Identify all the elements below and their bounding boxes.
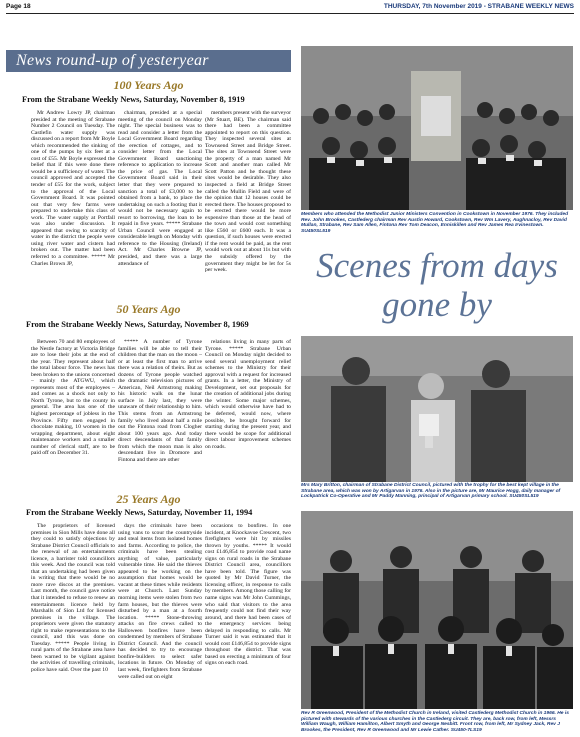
- page-number: Page 18: [6, 3, 31, 10]
- article-column: [118, 523, 202, 734]
- article-text: ***** A number of Tyrone families will be able to tell their children that the man on the moon – or at least the first man to arrive there was a relation of theirs. But as dozens of Tyrone people watched the dramatic television pictures of American, Neil Armstrong making his historic walk on the lunar surface in July last, they were unaware of their relationship to him. This stems from an Armstrong family who lived about half a mile out the Fintona road from Clogher about 100 years ago. And today direct descendants of that family from which the moon man is also descendant live in Dromore and Fintona and there are other: [118, 339, 202, 463]
- article-text: chairman, presided at a special meeting of the council on Monday night. The special business was to read and consider a letter from the Local Government Board regarding the erection of cottages, and to consider letter from the Local Government Board sanctioning reference to application to increase the price of gas. The Local Government Board said in their letter that they were prepared to sanction a total of £3,000 to be obtained from a bank, to place the undertaking on such a footing that it would not be necessary again to resort to borrowing, the loan to be repaid in five years. ***** Strabane Urban Council were engaged at considerable length on Monday with reference to the Housing (Ireland) Act. Mr Charles Browne JP, presided, and there was a large attendance of: [118, 110, 202, 267]
- dateline: THURSDAY, 7th November 2019 - STRABANE WEEKLY NEWS: [383, 3, 574, 10]
- photo-best-kept-village-image: [301, 336, 573, 482]
- photo-methodist-ministers-image: [301, 46, 573, 210]
- photo-caption: Members who attended the Methodist Junior Ministers Convention in Cookstown in November 1976. They included Rev. John Brookes, Castlederg chairman Rev Austin Howard, Cookstown, Rev Wm Lavery, Aughnacloy, Rev David Mullan, Strabane, Rev Sam Allen, Fintona Rev Tom Deacon, Enniskillen and Rev James Rea Irvinestown. SU450SL519: [301, 212, 569, 234]
- years-ago-heading-25: 25 Years Ago: [116, 492, 181, 506]
- article-text: The proprietors of licensed premises in Sion Mills have done all they could to satisfy objections by Strabane District Council officials to the renewal of an entertainments licence, a barrister told councillors this week. And the council was told that an undertaking had been given in writing that there would be no more rave discos at the premises. Last month, the council gave notice that it intended to refuse to renew an entertainments licence held by Marshalls of Sion Ltd for licensed premises in the village. The proprietors were given the statutory right to make representations to the council, and this was done on Tuesday. ***** People living in rural parts of the Strabane area have been warned to be vigilant against the activities of travelling criminals, police have said. Over the past 10: [31, 523, 115, 674]
- article-text: days the criminals have been using vans to scour the countryside and steal items from isolated homes and farms. According to police, the criminals have been stealing anything of value, particularly vulnerable time. He said the thieves appeared to be working on the assumption that homes would be vacant at these times while residents were at Church. Last Sunday morning items were stolen from two farm houses, but the thieves were disturbed by a man at a fourth location. ***** Stone-throwing attacks on fire crews called to Halloween bonfires have been condemned by members of Strabane District Council. And the council has decided to try to encourage bonfire-builders to select safer locations in future. On Monday of last week, firefighters from Strabane were called out on eight: [118, 523, 202, 680]
- page-header: [6, 3, 574, 14]
- scenes-title: Scenes from days gone by: [316, 246, 558, 324]
- article-text: Between 70 and 80 employees of the Nestle factory at Victoria Bridge are to lose their jobs at the end of the year. They represent about half the total labour force. The news has been broken to the unions concerned – mainly the ATGWU, which represents most of the employees – and comes as a shock not only to North Tyrone, but to the county in general. The area has one of the highest percentage of jobless in the Province. Fifty men engaged in chocolate making, 10 women in the wrapping department, about eight maintenance workers and a smaller number of clerical staff, are to be paid off on December 31.: [31, 339, 115, 457]
- article-column: [118, 339, 202, 487]
- article-text: Mr Andrew Lowry JP, chairman presided at the meeting of Strabane Number 2 Council on Tuesday. The Castlefin water supply was discussed on a report from Mr Boyle which recommended the sinking of one of the pumps by six feet at a cost of £55. Mr Boyle expressed the belief that if this were done there would be a sufficiency of water. The council approved and accepted the tender of £55 for the work, subject to the approval of the Local Government Board. It was pointed out that very few farms were prepared to undertake this class of work. The water supply at Portfall was also under discussion. It appeared that owing to scarcity of water in the district the people were using river water and cistern had broken out. The matter had been referred to a committee. ***** Mr Charles Brown JP,: [31, 110, 115, 267]
- source-line-1919: From the Strabane Weekly News, Saturday, November 8, 1919: [22, 95, 245, 104]
- photo-best-kept-village: [301, 336, 573, 482]
- source-line-1994: From the Strabane Weekly News, Saturday, November 11, 1994: [26, 508, 253, 517]
- article-column: [31, 110, 115, 286]
- article-text: occasions to bonfires. In one incident, at Knockavoe Crescent, two firefighters were hit by missiles thrown by youths. ***** It would cost £146,854 to provide road name signs on rural roads in the Strabane District Council area, councillors have been told. The figure was quoted by Mr David Turner, the licensing officer, in response to calls by members. Among those calling for name signs was Mr John Cummings, who said that visitors to the area frequently could not find their way around, and there had been cases of the emergency services being delayed in responding to calls. Mr Turner said it was estimated that it would cost £146,854 to provide signs throughout the district. That was based on erecting a minimum of four signs on each road.: [205, 523, 291, 667]
- article-column: [205, 110, 291, 286]
- photo-castlederg-methodist-image: [301, 511, 573, 709]
- article-text: members present with the surveyor (Mr Stuart, BE). The chairman said there had been a committee appointed to report on this question. They inspected several sites at Townsend Street and Bridge Street. The sites at Townsend Street were the property of a man named Mr Scott and another man called Mr Scott Patton and he thought these sites would be desirable. They also inspected a field at Bridge Street called the Mullin Field and were of the opinion that 12 houses could be erected there. The houses proposed to be erected there would be more expensive than those at the head of the town and would cost something like £560 or £600 each. It was a question, if such houses were erected if the rent would be paid, as the rent would work out at about 11s but with the subsidy offered by the government they might be let for 5s per week.: [205, 110, 291, 274]
- source-line-1969: From the Strabane Weekly News, Saturday, November 8, 1969: [26, 320, 249, 329]
- article-column: [205, 523, 291, 734]
- article-column: [118, 110, 202, 286]
- photo-methodist-ministers: [301, 46, 573, 210]
- article-column: [205, 339, 291, 487]
- years-ago-heading-100: 100 Years Ago: [113, 78, 184, 92]
- years-ago-heading-50: 50 Years Ago: [116, 302, 181, 316]
- article-column: [31, 339, 115, 487]
- photo-caption: Mrs Mary Britton, chairman of Strabane District Council, pictured with the trophy for the best kept village in the Strabane area, which was won by Artigarvan in 1976. Also in the picture are, Mr Maurice Hogg, daily manager of Lockpatrick Co-Operative and Mr Paddy Manning, principal of Artigarvan primary school. SU450SL519: [301, 483, 561, 500]
- article-column: [31, 523, 115, 734]
- photo-castlederg-methodist: [301, 511, 573, 709]
- section-banner: News round-up of yesteryear: [6, 50, 291, 72]
- photo-caption: Rev R Greenwood, President of the Methodist Church in Ireland, visited Castlederg Methodist Church in 1966. He is pictured with stewards of the various churches in the Castlederg circuit. They are, back row, from left, Messrs William Waugh, William Hamilton, Albert Smyth and George Nesbitt. Front row, from left, Mr Sydney Jack, Rev J Brookes, the President, Rev R Greenwood and Mr Lewie Cather. SU450-7LS19: [301, 711, 569, 733]
- article-text: relations living in many parts of Tyrone. ***** Strabane Urban Council on Monday night decided to send several unemployment relief schemes to the Ministry for their approval with a request for increased grants. In a letter, the Ministry of Development, set out proposals for the creation of additional jobs during the winter. Some major schemes, which would otherwise have had to be deferred, would now, where possible, be brought forward for starting during the present year, and there would be scope for additional direct labour improvement schemes on roads.: [205, 339, 291, 450]
